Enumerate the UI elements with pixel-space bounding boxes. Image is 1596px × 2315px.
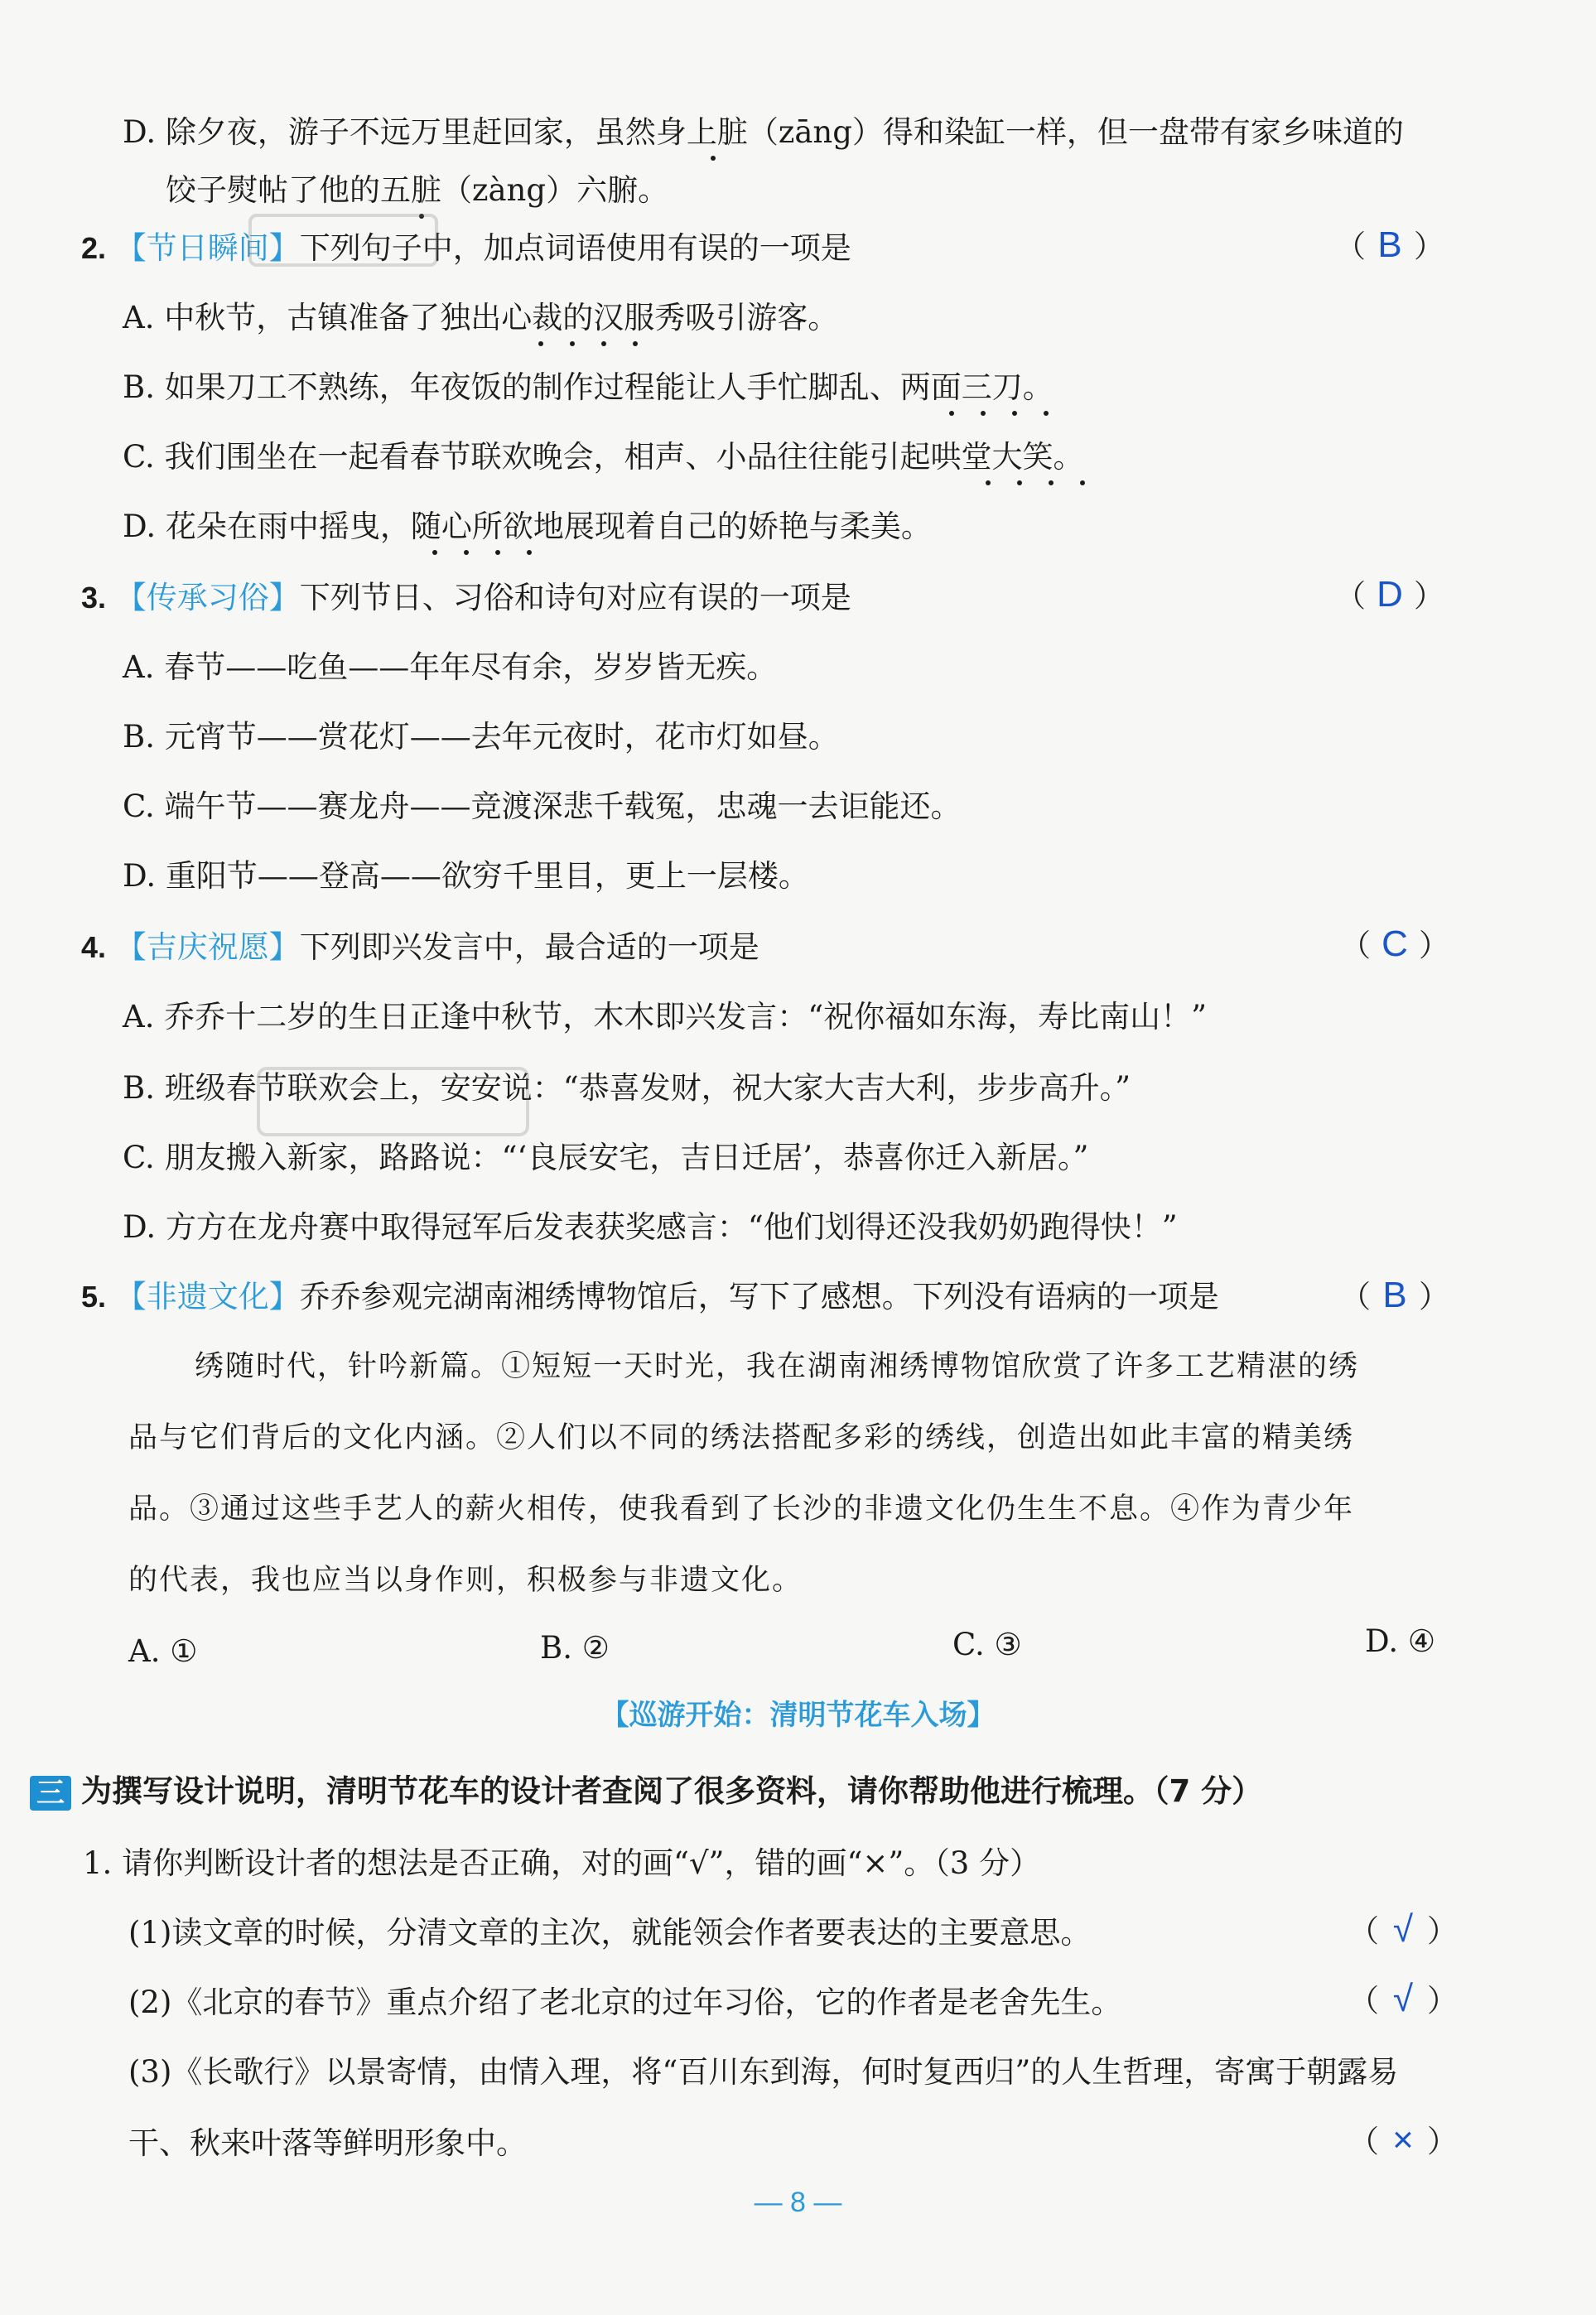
- judge-item-2: (2)《北京的春节》重点介绍了老北京的过年习俗，它的作者是老舍先生。: [128, 1985, 1122, 2020]
- q2-option-c: C. 我们围坐在一起看春节联欢晚会，相声、小品往往能引起哄堂大笑。: [123, 439, 1084, 475]
- emphasis-dot: [601, 341, 606, 346]
- answer-value: C: [1381, 924, 1408, 964]
- q5-choice-b: B. ②: [540, 1630, 610, 1666]
- emphasis-dot: [464, 550, 469, 555]
- answer-value: B: [1382, 1275, 1407, 1315]
- q2-option-b: B. 如果刀工不熟练，年夜饭的制作过程能让人手忙脚乱、两面三刀。: [123, 369, 1054, 405]
- emphasis-dot: [527, 550, 532, 555]
- q3-option-c: C. 端午节——赛龙舟——竞渡深悲千载冤，忠魂一去讵能还。: [123, 789, 962, 824]
- answer-box-q5: （ B ）: [1340, 1275, 1449, 1315]
- page-number: — 8 —: [754, 2187, 842, 2218]
- q5-choice-c: C. ③: [952, 1627, 1022, 1662]
- question-number: 3.: [81, 581, 107, 615]
- question-stem: 乔乔参观完湖南湘绣博物馆后，写下了感想。下列没有语病的一项是: [299, 1279, 1219, 1314]
- question-number: 5.: [81, 1280, 107, 1314]
- q3-option-b: B. 元宵节——赏花灯——去年元夜时，花市灯如昼。: [123, 719, 839, 755]
- question-tag: 【节日瞬间】: [115, 230, 300, 266]
- question-number: 4.: [81, 930, 107, 964]
- answer-value: √: [1392, 1909, 1414, 1950]
- emphasis-dot: [949, 411, 954, 416]
- answer-box-q4: （ C ）: [1340, 924, 1449, 964]
- part-three-title: 为撰写设计说明，清明节花车的设计者查阅了很多资料，请你帮助他进行梳理。（7 分）: [81, 1773, 1263, 1809]
- judge-answer-1: （ √ ）: [1348, 1909, 1458, 1950]
- section-banner: 【巡游开始：清明节花车入场】: [600, 1699, 996, 1732]
- emphasis-dot: [711, 156, 716, 161]
- answer-value: D: [1377, 574, 1403, 615]
- watermark-icon: [248, 207, 439, 273]
- emphasis-dot: [1044, 411, 1049, 416]
- passage-line: 的代表，我也应当以身作则，积极参与非遗文化。: [128, 1564, 803, 1597]
- part-three-heading: [30, 1772, 1262, 1811]
- judge-answer-3: （ × ）: [1348, 2120, 1458, 2160]
- question-tag: 【非遗文化】: [115, 1279, 300, 1314]
- watermark-stamp: [248, 207, 439, 287]
- question-stem: 下列句子中，加点词语使用有误的一项是: [299, 230, 851, 266]
- emphasis-dot: [981, 411, 986, 416]
- q4-option-a: A. 乔乔十二岁的生日正逢中秋节，木木即兴发言：“祝你福如东海，寿比南山！”: [123, 999, 1208, 1035]
- emphasis-dot: [538, 341, 543, 346]
- judge-item-3-line2: 干、秋来叶落等鲜明形象中。: [128, 2125, 527, 2161]
- watermark-stamp: [257, 1060, 530, 1157]
- q4-option-b: B. 班级春节联欢会上，安安说：“恭喜发财，祝大家大吉大利，步步高升。”: [123, 1070, 1131, 1106]
- emphasis-dot: [1080, 480, 1085, 485]
- judge-item-3-line1: (3)《长歌行》以景寄情，由情入理，将“百川东到海，何时复西归”的人生哲理，寄寓于朝露易: [128, 2054, 1399, 2090]
- emphasis-dot: [1017, 480, 1022, 485]
- question-stem: 下列节日、习俗和诗句对应有误的一项是: [299, 580, 851, 615]
- q3-option-d: D. 重阳节——登高——欲穷千里目，更上一层楼。: [123, 858, 809, 894]
- emphasis-dot: [986, 480, 991, 485]
- part3-question-1: 1. 请你判断设计者的想法是否正确，对的画“√”，错的画“×”。（3 分）: [83, 1845, 1041, 1881]
- passage-line: 品。③通过这些手艺人的薪火相传，使我看到了长沙的非遗文化仍生生不息。④作为青少年: [128, 1493, 1355, 1526]
- emphasis-dot: [633, 341, 638, 346]
- question-tag: 【吉庆祝愿】: [115, 929, 300, 965]
- question-4: [81, 928, 759, 967]
- answer-box-q2: （ B ）: [1335, 224, 1444, 265]
- judge-answer-2: （ √ ）: [1348, 1979, 1458, 2019]
- answer-value: √: [1392, 1979, 1414, 2019]
- passage-line: 绣随时代，针吟新篇。①短短一天时光，我在湖南湘绣博物馆欣赏了许多工艺精湛的绣: [195, 1350, 1360, 1383]
- q4-option-d: D. 方方在龙舟赛中取得冠军后发表获奖感言：“他们划得还没我奶奶跑得快！”: [123, 1209, 1178, 1245]
- answer-value: B: [1377, 224, 1402, 265]
- q1-option-d-line2: 饺子熨帖了他的五脏（zàng）六腑。: [166, 172, 669, 208]
- emphasis-dot: [570, 341, 575, 346]
- q4-option-c: C. 朋友搬入新家，路路说：“‘良辰安宅，吉日迁居’，恭喜你迁入新居。”: [123, 1140, 1089, 1175]
- question-2: [81, 229, 851, 268]
- question-5: [81, 1277, 1219, 1317]
- q3-option-a: A. 春节——吃鱼——年年尽有余，岁岁皆无疾。: [123, 649, 778, 685]
- watermark-icon: [257, 1060, 530, 1143]
- q1-option-d-line1: D. 除夕夜，游子不远万里赶回家，虽然身上脏（zāng）得和染缸一样，但一盘带有家乡味道的: [123, 114, 1404, 150]
- answer-value: ×: [1392, 2120, 1414, 2160]
- passage-line: 品与它们背后的文化内涵。②人们以不同的绣法搭配多彩的绣线，创造出如此丰富的精美绣: [128, 1421, 1355, 1454]
- question-stem: 下列即兴发言中，最合适的一项是: [299, 929, 759, 965]
- judge-item-1: (1)读文章的时候，分清文章的主次，就能领会作者要表达的主要意思。: [128, 1915, 1092, 1951]
- question-tag: 【传承习俗】: [115, 580, 300, 615]
- emphasis-dot: [1012, 411, 1017, 416]
- question-3: [81, 578, 851, 618]
- q5-choice-a: A. ①: [128, 1633, 198, 1669]
- section-badge: 三: [30, 1776, 71, 1811]
- emphasis-dot: [432, 550, 437, 555]
- q5-choice-d: D. ④: [1365, 1623, 1436, 1659]
- q2-option-d: D. 花朵在雨中摇曳，随心所欲地展现着自己的娇艳与柔美。: [123, 509, 932, 544]
- emphasis-dot: [1049, 480, 1054, 485]
- question-number: 2.: [81, 231, 107, 265]
- emphasis-dot: [495, 550, 500, 555]
- answer-box-q3: （ D ）: [1335, 574, 1444, 615]
- q2-option-a: A. 中秋节，古镇准备了独出心裁的汉服秀吸引游客。: [123, 300, 839, 335]
